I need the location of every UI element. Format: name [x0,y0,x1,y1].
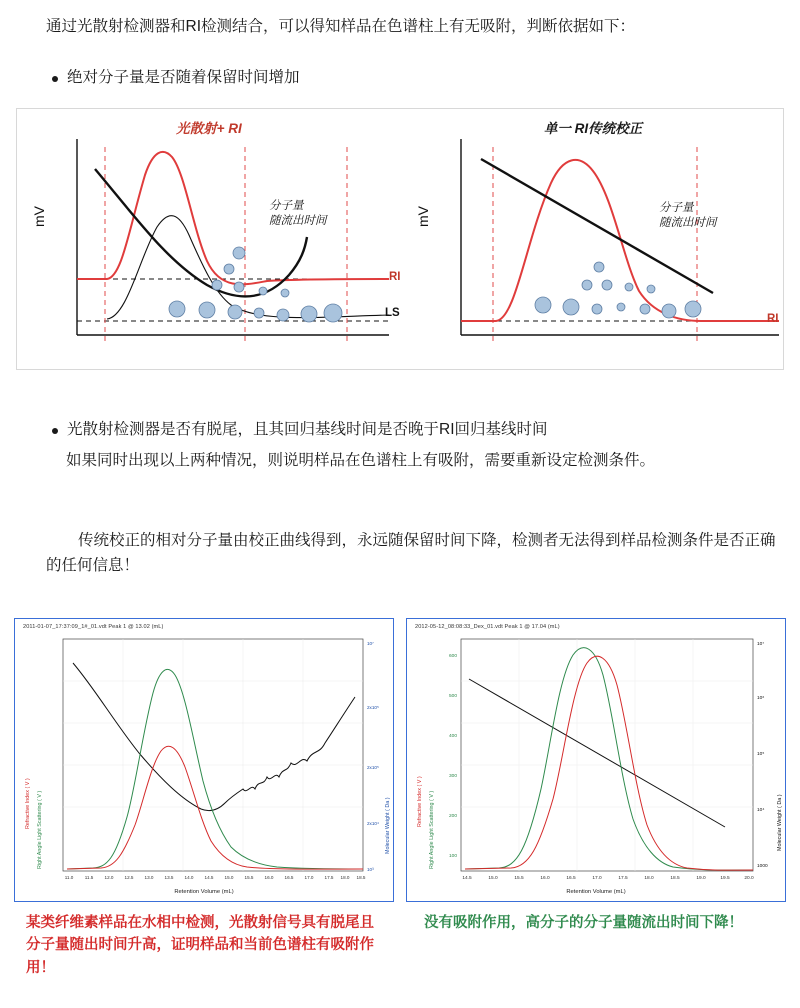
svg-text:17.5: 17.5 [324,875,334,880]
svg-text:18.0: 18.0 [340,875,350,880]
svg-text:14.5: 14.5 [204,875,214,880]
svg-text:17.0: 17.0 [304,875,314,880]
figure1-right-y-axis-label: mV [415,206,431,227]
svg-text:2x10⁴: 2x10⁴ [367,821,379,826]
svg-text:18.5: 18.5 [356,875,366,880]
svg-text:11.0: 11.0 [64,875,74,880]
chromatogram-right-x-label: Retention Volume (mL) [566,889,626,895]
svg-text:15.5: 15.5 [514,876,524,881]
figure1-right-plot [401,109,785,369]
svg-text:600: 600 [448,654,457,659]
svg-text:300: 300 [448,774,457,779]
chromatogram-left-header: 2011-01-07_17:37:09_1#_01.vdt Peak 1 @ 13.02 (mL) [23,624,164,630]
svg-text:19.5: 19.5 [720,876,730,881]
figure1-left-panel [17,109,401,369]
svg-text:10⁴: 10⁴ [757,808,765,813]
figure-chromatograms [14,618,786,904]
bullet-dot-icon [52,428,58,434]
svg-text:1000: 1000 [757,864,768,869]
svg-text:100: 100 [448,854,457,859]
figure1-left-y-axis-label: mV [31,206,47,227]
svg-text:13.5: 13.5 [164,875,174,880]
svg-text:500: 500 [448,694,457,699]
bullet-2-text: 光散射检测器是否有脱尾，且其回归基线时间是否晚于RI回归基线时间 [67,421,548,438]
svg-text:200: 200 [448,814,457,819]
paragraph-after-bullet2: 如果同时出现以上两种情况，则说明样品在色谱柱上有吸附，需要重新设定检测条件。 [66,452,656,469]
svg-text:400: 400 [448,734,457,739]
figure1-left-annotation: 分子量 随流出时间 [269,200,327,227]
figure1-right-panel [401,109,785,369]
bullet-item-2 [52,418,782,443]
svg-text:10⁷: 10⁷ [367,641,374,646]
chromatogram-left [14,618,394,902]
chromatogram-left-y-left-label-1: Refractive Index ( V ) [25,778,31,829]
chromatogram-right-plot [407,619,787,903]
svg-text:14.5: 14.5 [462,876,472,881]
svg-text:12.5: 12.5 [124,875,134,880]
svg-text:16.5: 16.5 [284,875,294,880]
chromatogram-left-x-label: Retention Volume (mL) [174,889,234,895]
svg-text:12.0: 12.0 [104,875,114,880]
svg-text:11.5: 11.5 [84,875,94,880]
chromatogram-right-y-left-label-1: Refractive Index ( V ) [417,776,423,827]
caption-left: 某类纤维素样品在水相中检测，光散射信号具有脱尾且分子量随出时间升高，证明样品和当前色谱柱有吸附作用！ [26,915,374,976]
figure1-left-ri-tag: RI [389,271,401,283]
svg-text:15.0: 15.0 [488,876,498,881]
figure-schematic-comparison [16,108,784,370]
figure1-right-annotation: 分子量 随流出时间 [659,202,717,229]
caption-right: 没有吸附作用，高分子的分子量随流出时间下降！ [424,915,743,931]
svg-text:17.5: 17.5 [618,876,628,881]
figure1-left-ls-tag: LS [385,307,400,319]
svg-text:2x10⁵: 2x10⁵ [367,765,379,770]
svg-text:20.0: 20.0 [744,876,754,881]
svg-text:18.5: 18.5 [670,876,680,881]
figure1-left-title: 光散射+ RI [176,121,242,136]
chromatogram-right-header: 2012-05-12_08:08:33_Dex_01.vdt Peak 1 @ 17.04 (mL) [415,624,560,630]
paragraph-traditional-calibration: 传统校正的相对分子量由校正曲线得到，永远随保留时间下降，检测者无法得到样品检测条件是否正确的任何信息！ [46,532,776,575]
svg-text:10⁶: 10⁶ [757,696,765,701]
chromatogram-left-y-left-label-2: Right Angle Light Scattering ( V ) [37,790,43,869]
svg-text:16.0: 16.0 [264,875,274,880]
chromatogram-right-y-right-label: Molecular Weight ( Da ) [777,794,783,851]
svg-text:10³: 10³ [367,867,374,872]
bullet-item-1 [52,66,782,91]
bullet-1-text: 绝对分子量是否随着保留时间增加 [67,69,300,86]
svg-text:17.0: 17.0 [592,876,602,881]
svg-text:15.5: 15.5 [244,875,254,880]
figure1-left-plot [17,109,401,369]
chromatogram-left-plot [15,619,395,903]
chromatogram-left-y-right-label: Molecular Weight ( Da ) [385,797,391,854]
svg-text:14.0: 14.0 [184,875,194,880]
svg-text:16.0: 16.0 [540,876,550,881]
svg-text:19.0: 19.0 [696,876,706,881]
chromatogram-right [406,618,786,902]
figure1-right-title: 单一 RI传统校正 [543,121,643,136]
svg-text:15.0: 15.0 [224,875,234,880]
svg-text:13.0: 13.0 [144,875,154,880]
intro-paragraph: 通过光散射检测器和RI检测结合，可以得知样品在色谱柱上有无吸附，判断依据如下： [46,18,636,35]
svg-text:10⁷: 10⁷ [757,642,765,647]
svg-text:18.0: 18.0 [644,876,654,881]
bullet-dot-icon [52,76,58,82]
svg-text:16.5: 16.5 [566,876,576,881]
svg-text:10⁵: 10⁵ [757,752,765,757]
svg-text:2x10⁵: 2x10⁵ [367,705,379,710]
figure1-right-ri-tag: RI [767,313,779,325]
chromatogram-right-y-left-label-2: Right Angle Light Scattering ( V ) [429,790,435,869]
